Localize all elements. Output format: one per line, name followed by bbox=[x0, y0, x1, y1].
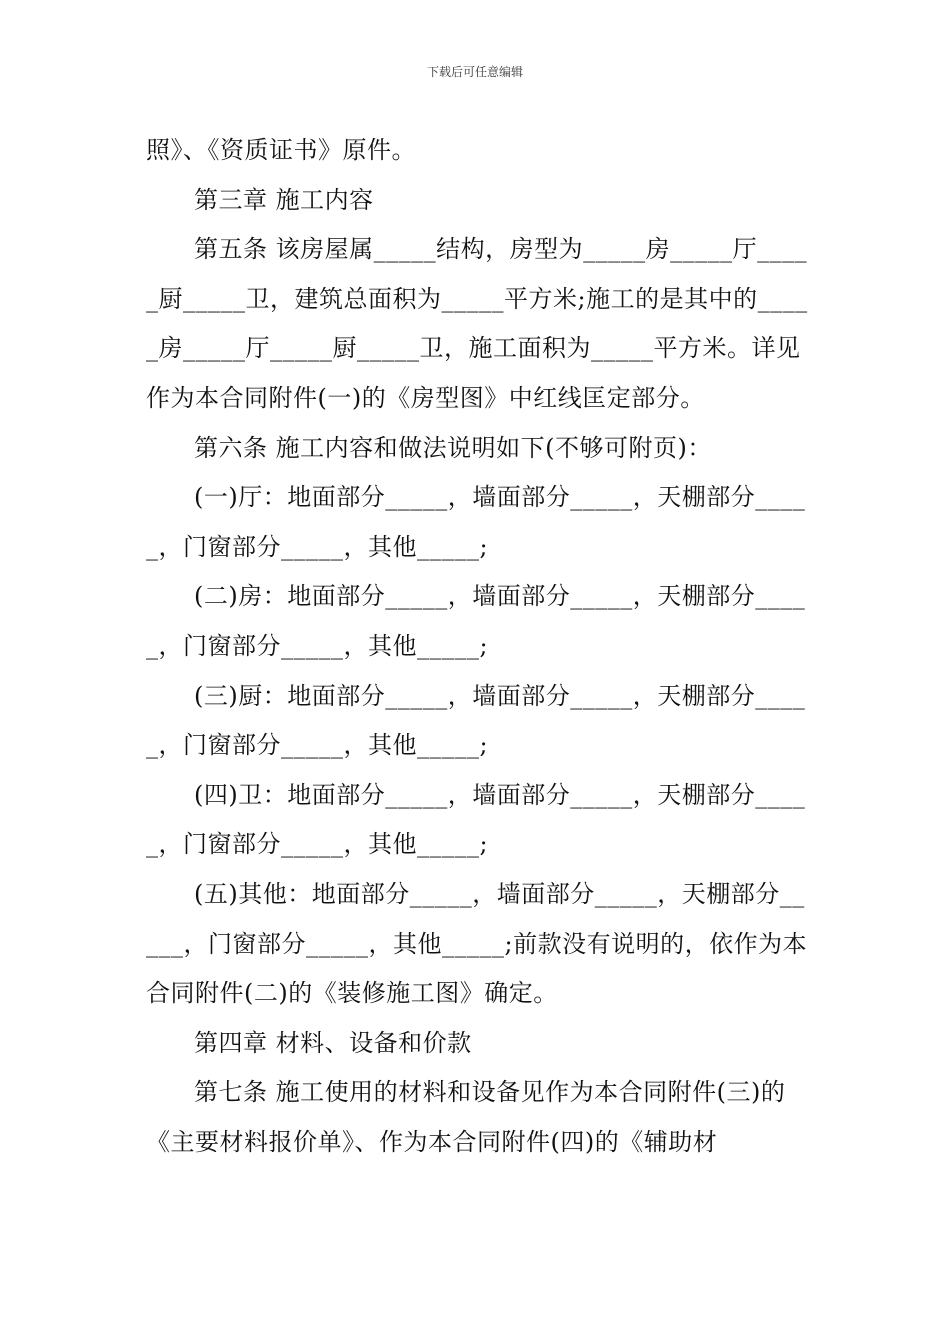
item-other: (五)其他：地面部分_____，墙面部分_____，天棚部分_____，门窗部分_____，其他_____;前款没有说明的，依作为本合同附件(二)的《装修施工图》确定。 bbox=[146, 879, 808, 1008]
paragraph-continuation: 照》、《资质证书》原件。 bbox=[146, 136, 416, 164]
article-5: 第五条 该房屋属_____结构，房型为_____房_____厅_____厨_____卫，建筑总面积为_____平方米;施工的是其中的_____房_____厅_____厨_____卫，施工面积为_____平方米。详见作为本合同附件(一)的《房型图》中红线匡定部分。 bbox=[146, 235, 808, 412]
article-6: 第六条 施工内容和做法说明如下(不够可附页)： bbox=[194, 433, 712, 462]
chapter-heading-4: 第四章 材料、设备和价款 bbox=[194, 1028, 472, 1057]
item-room: (二)房：地面部分_____，墙面部分_____，天棚部分_____，门窗部分_____，其他_____; bbox=[146, 582, 806, 660]
article-7: 第七条 施工使用的材料和设备见作为本合同附件(三)的《主要材料报价单》、作为本合同附件(四)的《辅助材 bbox=[146, 1078, 786, 1156]
chapter-heading-3: 第三章 施工内容 bbox=[194, 185, 374, 214]
item-kitchen: (三)厨：地面部分_____，墙面部分_____，天棚部分_____，门窗部分_____，其他_____; bbox=[146, 681, 806, 760]
page-header: 下载后可任意编辑 bbox=[426, 65, 523, 79]
item-bathroom: (四)卫：地面部分_____，墙面部分_____，天棚部分_____，门窗部分_____，其他_____; bbox=[146, 780, 806, 859]
item-hall: (一)厅：地面部分_____，墙面部分_____，天棚部分_____，门窗部分_____，其他_____; bbox=[146, 483, 806, 561]
document-body bbox=[146, 126, 808, 1167]
